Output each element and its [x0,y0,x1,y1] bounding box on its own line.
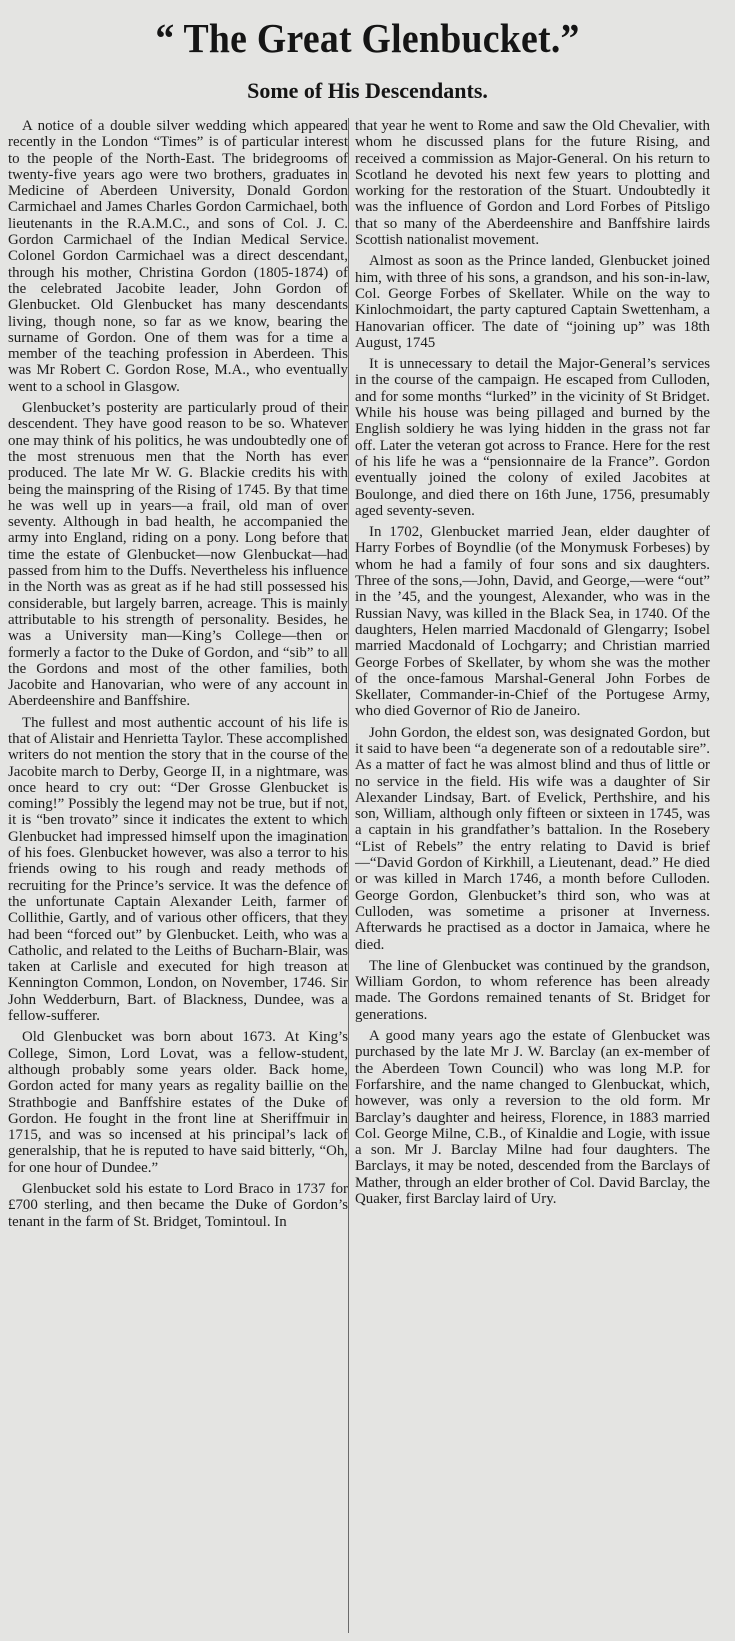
paragraph: The fullest and most authentic account of his life is that of Alistair and Henrietta Taylor. These accomplished writers do not mention the story that in the course of the Jacobite march to Derby, George II, in a nightmare, was once heard to cry out: “Der Grosse Glenbucket is coming!” Possibly the legend may not be true, but if not, it is “ben trovato” since it indicates the extent to which Glenbucket had impressed himself upon the imagination of his foes. Glenbucket however, was also a terror to his friends owing to his rough and ready methods of recruiting for the Prince’s service. It was the defence of the unfortunate Captain Alexander Leith, farmer of Collithie, Gartly, and of various other officers, that they had been “forced out” by Glenbucket. Leith, who was a Catholic, and related to the Leiths of Bucharn-Blair, was taken at Carlisle and executed for high treason at Kennington Common, London, on November, 1746. Sir John Wedderburn, Bart. of Blackness, Dundee, was a fellow-sufferer. [8,714,348,1025]
paragraph: Glenbucket’s posterity are particularly proud of their descendent. They have good reason to be so. Whatever one may think of his politics, he was undoubtedly one of the most strenuous men that the North has ever produced. The late Mr W. G. Blackie credits his with being the mainspring of the Rising of 1745. By that time he was well up in years—a frail, old man of over seventy. Although in bad health, he accompanied the army into England, riding on a pony. Long before that time the estate of Glenbucket—now Glenbuckat—had passed from him to the Duffs. Nevertheless his influence in the North was as great as if he had still possessed his considerable, but largely barren, acreage. This is mainly attributable to his strength of personality. Besides, he was a University man—King’s College—then or formerly a factor to the Duke of Gordon, and “sib” to all the Gordons and most of the other families, both Jacobite and Hanovarian, who were of any account in Aberdeenshire and Banffshire. [8,400,348,710]
right-column [355,118,710,1633]
headline: “ The Great Glenbucket.” [155,15,580,61]
paragraph: that year he went to Rome and saw the Old Chevalier, with whom he discussed plans for the future Rising, and received a commission as Major-General. On his return to Scotland he devoted his next few years to plotting and working for the restoration of the Stuart. Undoubtedly it was the influence of Gordon and Lord Forbes of Pitsligo that so many of the Aberdeenshire and Banffshire lairds Scottish nationalist movement. [355,118,710,249]
paragraph: It is unnecessary to detail the Major-General’s services in the course of the campaign. He escaped from Culloden, and for some months “lurked” in the vicinity of St Bridget. While his house was being pillaged and burned by the English soldiery he was lying hidden in the grass not far off. Later the veteran got across to France. Here for the rest of his life he was a “pensionnaire de la France”. Gordon eventually joined the colony of exiled Jacobites at Boulonge, and died there on 16th June, 1756, presumably aged seventy-seven. [355,356,710,519]
paragraph: John Gordon, the eldest son, was designated Gordon, but it said to have been “a degenerate son of a redoutable sire”. As a matter of fact he was almost blind and thus of little or no service in the field. His wife was a daughter of Sir Alexander Lindsay, Bart. of Evelick, Perthshire, and his son, William, although only fifteen or sixteen in 1745, was a captain in his grandfather’s battalion. In the Rosebery “List of Rebels” the entry relating to David is brief—“David Gordon of Kirkhill, a Lieutenant, dead.” He died or was killed in March 1746, a month before Culloden. George Gordon, Glenbucket’s third son, who was at Culloden, was sometime a prisoner at Inverness. Afterwards he practised as a doctor in Jamaica, where he died. [355,724,710,953]
paragraph: Old Glenbucket was born about 1673. At King’s College, Simon, Lord Lovat, was a fellow-student, although probably some years older. Back home, Gordon acted for many years as regality baillie on the Strathbogie and Banffshire estates of the Duke of Gordon. He fought in the front line at Sheriffmuir in 1715, and was so incensed at his principal’s lack of generalship, that he is reputed to have said bitterly, “Oh, for one hour of Dundee.” [8,1029,348,1176]
subheadline: Some of His Descendants. [247,78,488,103]
left-column [8,118,348,1633]
paragraph: A good many years ago the estate of Glenbucket was purchased by the late Mr J. W. Barclay (an ex-member of the Aberdeen Town Council) who was long M.P. for Forfarshire, and the name changed to Glenbuckat, which, however, was only a reversion to the old form. Mr Barclay’s daughter and heiress, Florence, in 1883 married Col. George Milne, C.B., of Kinaldie and Logie, with issue a son. Mr J. Barclay Milne had four daughters. The Barclays, it may be noted, descended from the Barclays of Mather, through an elder brother of Col. David Barclay, the Quaker, first Barclay laird of Ury. [355,1028,710,1207]
paragraph: Glenbucket sold his estate to Lord Braco in 1737 for £700 sterling, and then became the Duke of Gordon’s tenant in the farm of St. Bridget, Tomintoul. In [8,1181,348,1230]
paragraph: In 1702, Glenbucket married Jean, elder daughter of Harry Forbes of Boyndlie (of the Monymusk Forbeses) by whom he had a family of four sons and six daughters. Three of the sons,—John, David, and George,—were “out” in the ’45, and the youngest, Alexander, who was in the Russian Navy, was killed in the Black Sea, in 1740. Of the daughters, Helen married Macdonald of Glengarry; Isobel married Macdonald of Lochgarry; and Christian married George Forbes of Skellater, by whom she was the mother of the once-famous Marshal-General John Forbes de Skellater, Commander-in-Chief of the Portugese Army, who died Governor of Rio de Janeiro. [355,524,710,720]
column-divider [348,118,349,1633]
paragraph: Almost as soon as the Prince landed, Glenbucket joined him, with three of his sons, a grandson, and his son-in-law, Col. George Forbes of Skellater. While on the way to Kinlochmoidart, the party captured Captain Swettenham, a Hanovarian officer. The date of “joining up” was 18th August, 1745 [355,253,710,351]
paragraph: A notice of a double silver wedding which appeared recently in the London “Times” is of particular interest to the people of the North-East. The bridegrooms of twenty-five years ago were two brothers, graduates in Medicine of Aberdeen University, Donald Gordon Carmichael and James Charles Gordon Carmichael, both lieutenants in the R.A.M.C., and sons of Col. J. C. Gordon Carmichael of the Indian Medical Service. Colonel Gordon Carmichael was a direct descendant, through his mother, Christina Gordon (1805-1874) of the celebrated Jacobite leader, John Gordon of Glenbucket. Old Glenbucket has many descendants living, though none, so far as we know, bearing the surname of Gordon. One of them was for a time a member of the teaching profession in Aberdeen. This was Mr Robert C. Gordon Rose, M.A., who eventually went to a school in Glasgow. [8,118,348,395]
paragraph: The line of Glenbucket was continued by the grandson, William Gordon, to whom reference has been already made. The Gordons remained tenants of St. Bridget for generations. [355,957,710,1023]
